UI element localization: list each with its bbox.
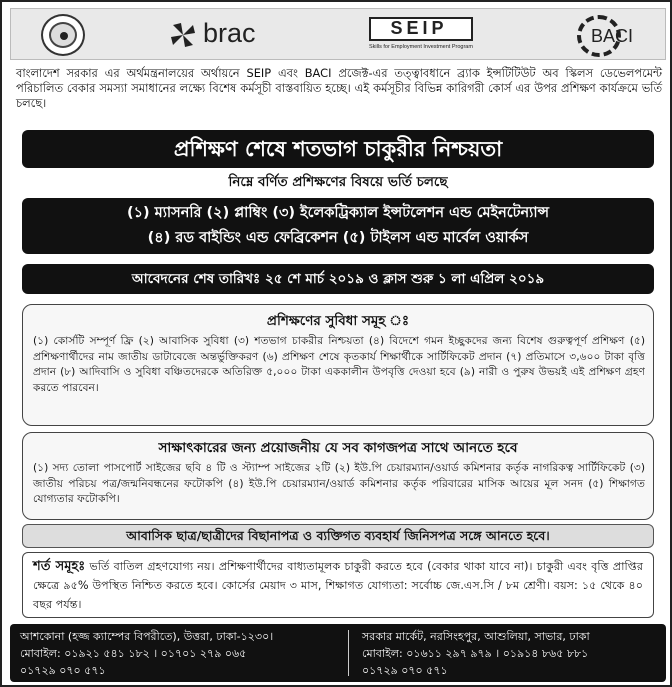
seip-wordmark: SEIP: [390, 18, 448, 38]
seip-subtitle: Skills for Employment Investment Program: [369, 44, 473, 50]
footer-divider: [348, 630, 349, 676]
course-line-1: (১) ম্যাসনরি (২) প্লাম্বিং (৩) ইলেকট্রিক্যাল ইন্সটলেশন এন্ড মেইনটেন্যান্স: [126, 205, 550, 221]
documents-title: সাক্ষাৎকারের জন্য প্রয়োজনীয় যে সব কাগজপত্র সাথে আনতে হবে: [158, 440, 518, 456]
deadline-banner: আবেদনের শেষ তারিখঃ ২৫ শে মার্চ ২০১৯ ও ক্লাস শুরু ১ লা এপ্রিল ২০১৯: [22, 264, 654, 294]
baci-logo: [577, 15, 649, 57]
address-left: আশকোনা (হজ্জ ক্যাম্পের বিপরীতে), উত্তরা, ঢাকা-১২৩০।: [20, 630, 274, 643]
facilities-box: [22, 304, 654, 426]
address-right: সরকার মার্কেট, নরসিংহপুর, আশুলিয়া, সাভার, ঢাকা: [362, 630, 590, 643]
seip-logo: [369, 17, 473, 55]
headline-banner: প্রশিক্ষণ শেষে শতভাগ চাকুরীর নিশ্চয়তা: [22, 130, 654, 168]
facilities-title: প্রশিক্ষণের সুবিধা সমূহ ঃ: [266, 313, 410, 329]
course-list: [22, 198, 654, 254]
brac-pinwheel-icon: [169, 21, 197, 49]
logo-bar: [10, 8, 666, 60]
brac-wordmark: brac: [203, 18, 256, 48]
baci-wordmark: BACI: [591, 26, 634, 46]
documents-box: [22, 432, 654, 520]
bedding-notice: আবাসিক ছাত্র/ছাত্রীদের বিছানাপত্র ও ব্যক্তিগত ব্যবহার্য জিনিসপত্র সঙ্গে আনতে হবে।: [22, 524, 654, 548]
course-line-2: (৪) রড বাইন্ডিং এন্ড ফেব্রিকেশন (৫) টাইলস এন্ড মার্বেল ওয়ার্কস: [147, 230, 529, 246]
contact-footer: [10, 624, 666, 682]
mobile-right: মোবাইল: ০১৬১১ ২৯৭ ৯৭৯ । ০১৯১৪ ৮৬৫ ৮৮১: [362, 647, 589, 660]
contact-left: [20, 628, 338, 679]
facilities-text: (১) কোর্সটি সম্পূর্ণ ফ্রি (২) আবাসিক সুবিধা (৩) শতভাগ চাকরীর নিশ্চয়তা (৪) বিদেশে গমন ইচ্ছুকদের জন্য বিশেষ গুরুত্বপূর্ণ প্রশিক্ষণ (৫) প্রশিক্ষণার্থীদের নাম জাতীয় ডাটাবেজে অন্তর্ভুক্তিকরণ (৬) প্রশিক্ষণ শেষে কৃতকার্য শিক্ষার্থীকে সার্টিফিকেট প্রদান (৭) প্রতিমাসে ৩,৬০০ টাকা বৃত্তি প্রদান (৮) আদিবাসি ও সুবিধা বঞ্চিতদেরকে অতিরিক্ত ৫,০০০ টাকা এককালীন উপবৃত্তি দেওয়া হবে (৯) নারী ও পুরুষ উভয়ই এই প্রশিক্ষণ গ্রহণ করতে পারবেন।: [33, 334, 645, 394]
phone2-left: ০১৭২৯ ০৭০ ৫৭১: [20, 664, 106, 677]
mobile-left: মোবাইল: ০১৯২১ ৫৪১ ১৮২ । ০১৭০১ ২৭৯ ০৬৫: [20, 647, 247, 660]
phone2-right: ০১৭২৯ ০৭০ ৫৭১: [362, 664, 448, 677]
terms-text: ভর্তি বাতিল গ্রহণযোগ্য নয়। প্রশিক্ষণার্থীদের বাধ্যতামূলক চাকুরী করতে হবে (বেকার থাকা যাবে না)। চাকুরী এবং বৃত্তি প্রাপ্তির ক্ষেত্রে ৯৫% উপস্থিত নিশ্চিত করতে হবে। কোর্সের মেয়াদ ৩ মাস, শিক্ষাগত যোগ্যতা: সর্বোচ্চ জে.এস.সি / ৮ম শ্রেণী। বয়স: ১৫ থেকে ৪০ বছর পর্যন্ত।: [33, 560, 644, 611]
intro-paragraph: বাংলাদেশ সরকার এর অর্থমন্ত্রনালয়ের অর্থায়নে SEIP এবং BACI প্রজেক্ট-এর তত্ত্বাবধানে ব্র্যাক ইন্সটিটিউট অব স্কিলস ডেভেলপমেন্ট পরিচালিত বেকার সমস্যা সমাধানের লক্ষ্যে বিশেষ কর্মসূচী বাস্তবায়িত হচ্ছে। এই কর্মসূচীর বিভিন্ন কারিগরী কোর্স এর উপর প্রশিক্ষণ কার্যক্রমে ভর্তি চলছে।: [16, 66, 662, 110]
terms-box: [22, 552, 654, 618]
documents-text: (১) সদ্য তোলা পাসপোর্ট সাইজের ছবি ৪ টি ও স্ট্যাম্প সাইজের ২টি (২) ইউ.পি চেয়ারম্যান/ওয়ার্ড কমিশনার কর্তৃক নাগরিকত্ব সার্টিফিকেট (৩) জাতীয় পরিচয় পত্র/জন্মনিবন্ধনের ফটোকপি (৪) ইউ.পি চেয়ারম্যান/ওয়ার্ড কমিশনার কর্তৃক পরিবারের মাসিক আয়ের মূল সনদ (৫) শিক্ষাগত যোগ্যতার ফটোকপি।: [33, 461, 645, 505]
admission-subheading: নিম্নে বর্ণিত প্রশিক্ষণের বিষয়ে ভর্তি চলছে: [228, 174, 448, 190]
contact-right: [362, 628, 672, 679]
terms-label: শর্ত সমূহঃ: [33, 559, 86, 574]
bangladesh-govt-seal-icon: [41, 14, 85, 56]
